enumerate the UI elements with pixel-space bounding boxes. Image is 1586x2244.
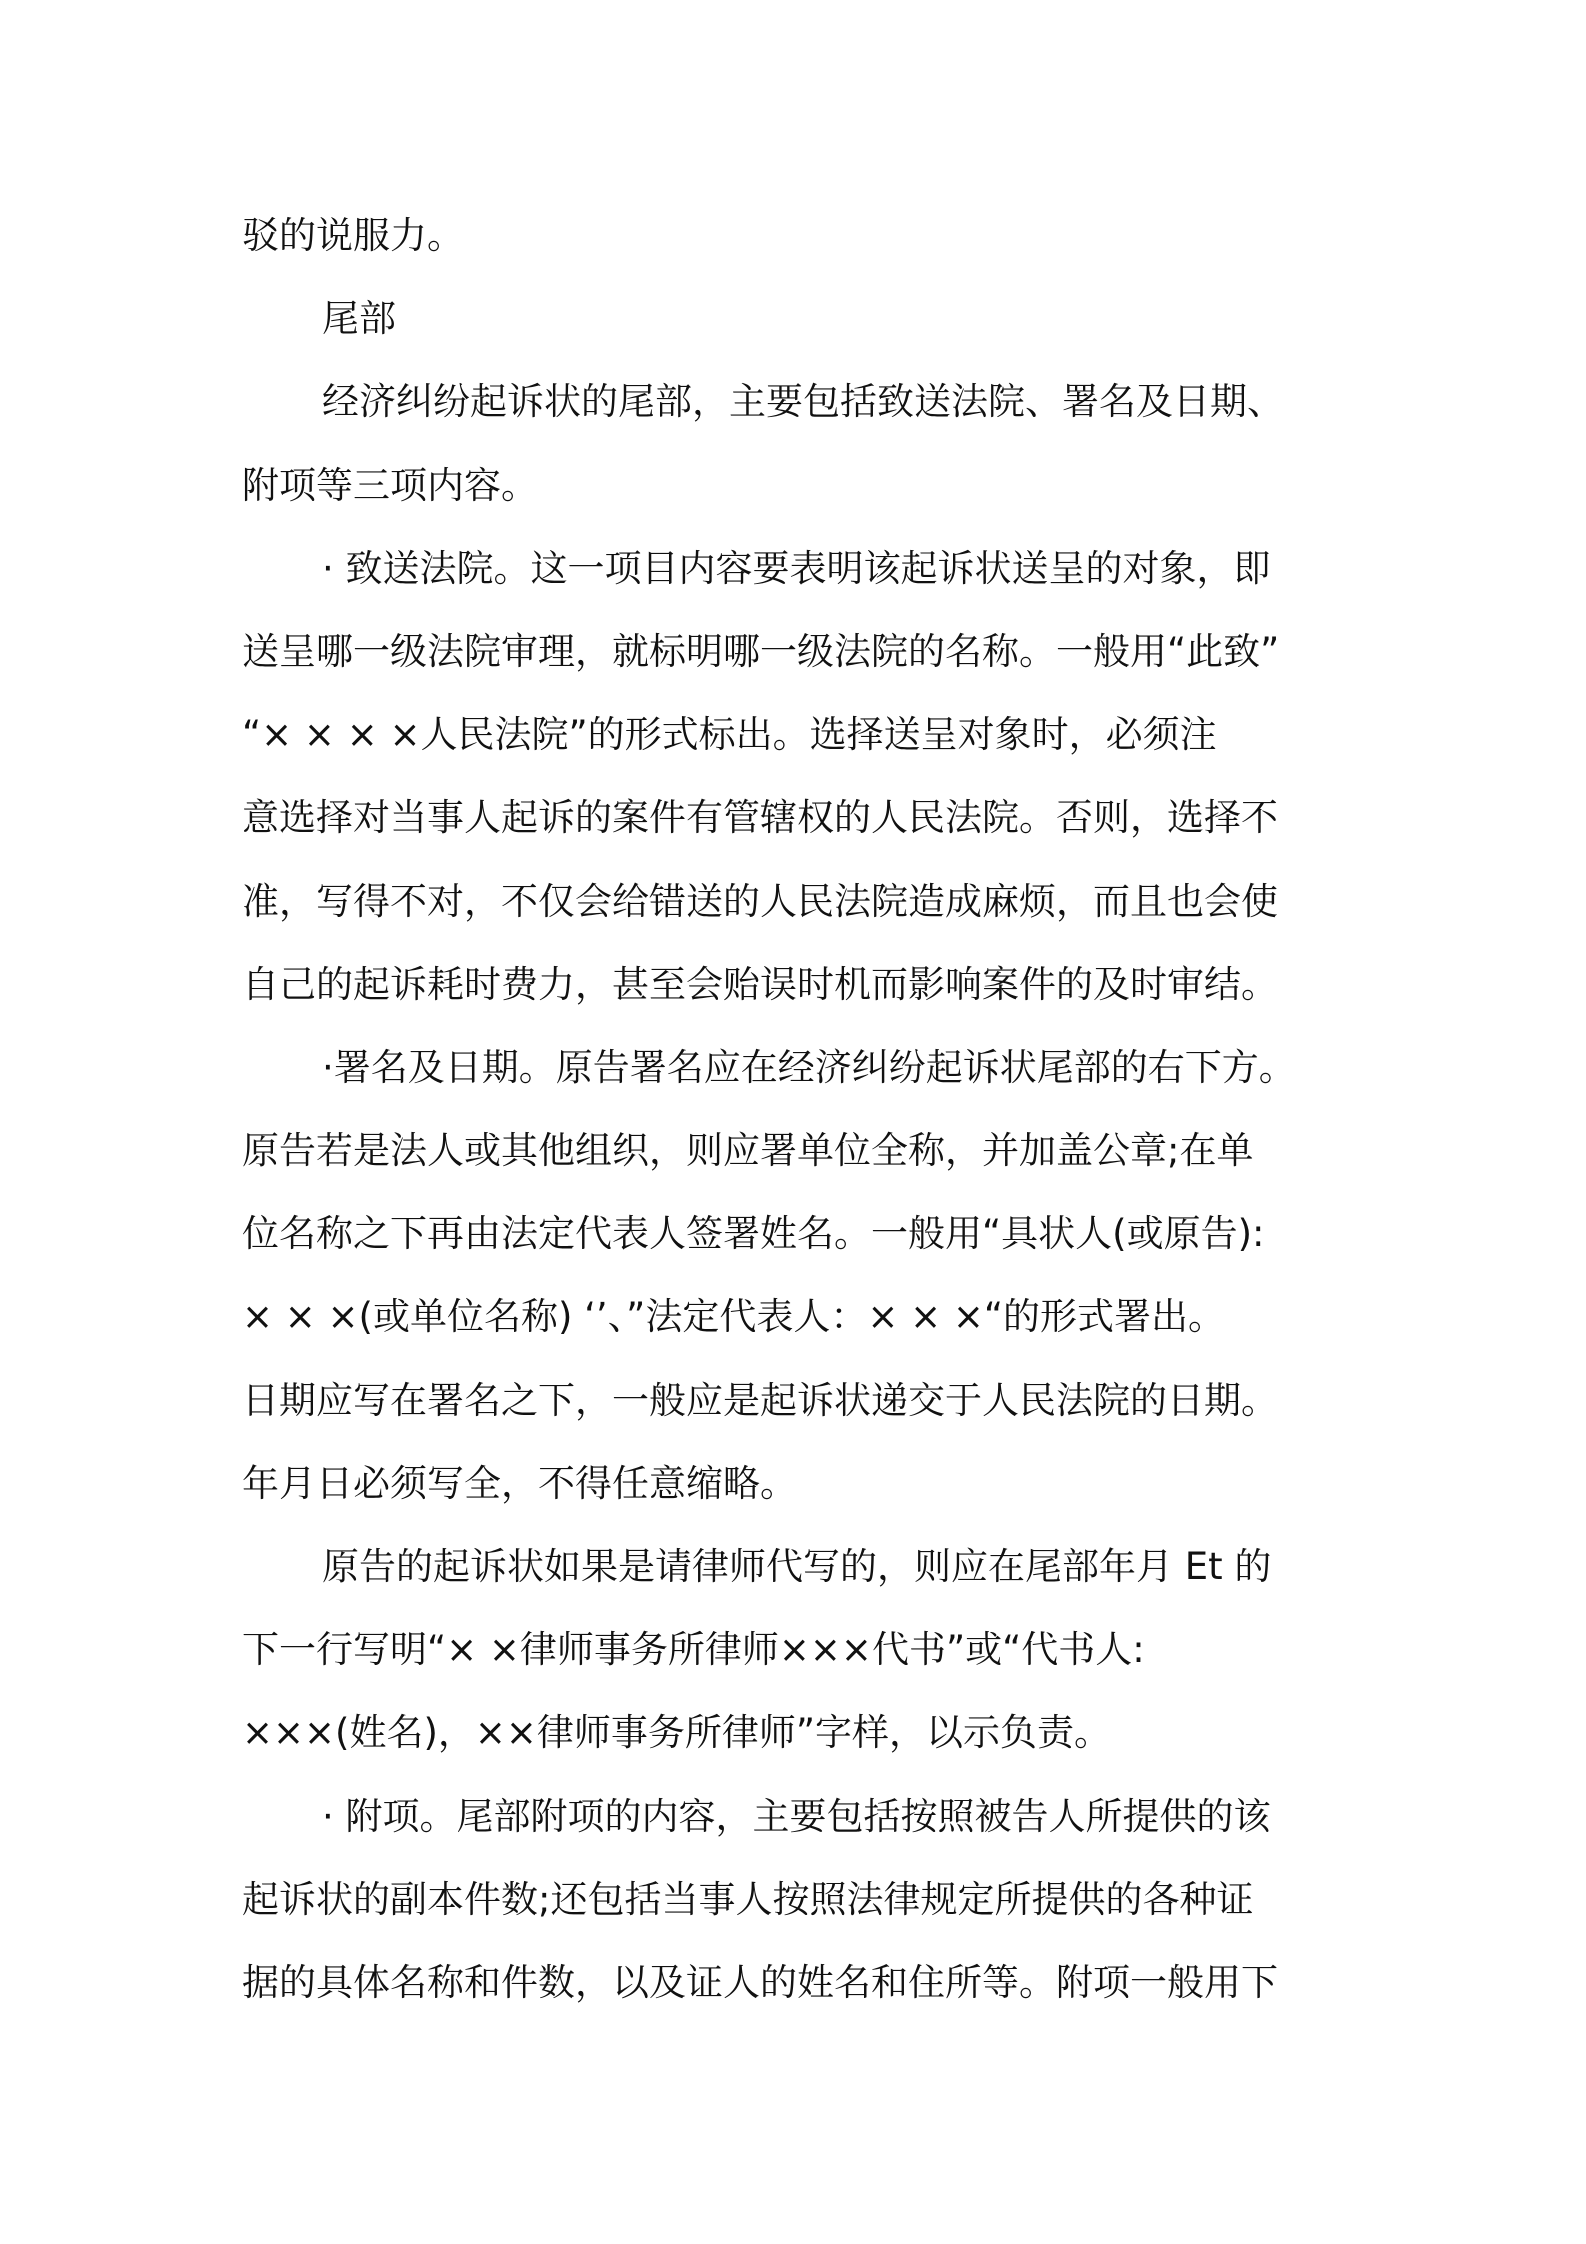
text-line: ×××(姓名)，××律师事务所律师”字样，以示负责。 xyxy=(242,1711,1112,1755)
text-line: 日期应写在署名之下，一般应是起诉状递交于人民法院的日期。 xyxy=(242,1378,1278,1422)
text-line: 意选择对当事人起诉的案件有管辖权的人民法院。否则，选择不 xyxy=(242,796,1278,840)
section-heading: 尾部 xyxy=(322,297,396,341)
text-line: 驳的说服力。 xyxy=(242,214,464,257)
text-line: 起诉状的副本件数;还包括当事人按照法律规定所提供的各种证 xyxy=(242,1877,1254,1921)
text-line: 年月日必须写全，不得任意缩略。 xyxy=(242,1461,797,1505)
text-line: 准，写得不对，不仅会给错送的人民法院造成麻烦，而且也会使 xyxy=(242,879,1278,923)
text-line: 下一行写明“× ×律师事务所律师×××代书”或“代书人: xyxy=(242,1628,1145,1672)
text-line: 送呈哪一级法院审理，就标明哪一级法院的名称。一般用“此致” xyxy=(242,629,1280,673)
text-line: 位名称之下再由法定代表人签署姓名。一般用“具状人(或原告): xyxy=(242,1212,1265,1256)
text-line: ·署名及日期。原告署名应在经济纠纷起诉状尾部的右下方。 xyxy=(322,1045,1296,1089)
text-line: · 致送法院。这一项目内容要表明该起诉状送呈的对象，即 xyxy=(322,546,1271,590)
text-line: 经济纠纷起诉状的尾部，主要包括致送法院、署名及日期、 xyxy=(322,380,1284,424)
text-line: 附项等三项内容。 xyxy=(242,463,538,507)
document-body xyxy=(242,194,1362,2024)
text-line: 据的具体名称和件数，以及证人的姓名和住所等。附项一般用下 xyxy=(242,1960,1278,2004)
text-line: 自己的起诉耗时费力，甚至会贻误时机而影响案件的及时审结。 xyxy=(242,962,1278,1006)
text-line: “× × × ×人民法院”的形式标出。选择送呈对象时，必须注 xyxy=(242,713,1217,757)
text-line: 原告的起诉状如果是请律师代写的，则应在尾部年月 Et 的 xyxy=(322,1545,1272,1588)
text-line: · 附项。尾部附项的内容，主要包括按照被告人所提供的该 xyxy=(322,1794,1271,1838)
text-line: × × ×(或单位名称) ‘’、”法定代表人：× × ×“的形式署出。 xyxy=(242,1295,1226,1339)
text-line: 原告若是法人或其他组织，则应署单位全称，并加盖公章;在单 xyxy=(242,1129,1254,1173)
